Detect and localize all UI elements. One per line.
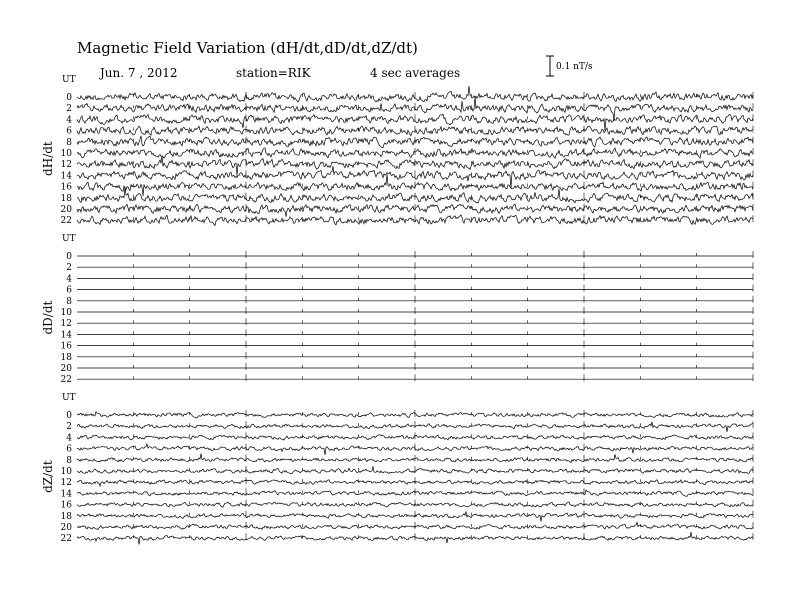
row-label: 0	[66, 93, 72, 103]
panel-ylabel: dD/dt	[41, 300, 55, 335]
row-label: 4	[66, 274, 72, 285]
row-label: 22	[60, 216, 72, 227]
scale-bar	[546, 56, 593, 76]
ut-label: UT	[62, 75, 76, 85]
row-label: 8	[66, 455, 72, 466]
row-label: 6	[66, 285, 72, 296]
row-label: 12	[60, 319, 72, 330]
row-label: 10	[60, 308, 72, 318]
row-label: 0	[66, 252, 72, 262]
row-label: 14	[60, 171, 72, 182]
row-label: 4	[66, 115, 72, 126]
date-label: Jun. 7 , 2012	[100, 66, 178, 80]
row-label: 0	[66, 411, 72, 421]
row-label: 22	[60, 534, 72, 545]
row-label: 4	[66, 433, 72, 444]
ut-label: UT	[62, 393, 76, 403]
row-label: 2	[66, 104, 72, 115]
panel-ylabel: dH/dt	[41, 141, 55, 176]
row-label: 20	[60, 364, 72, 374]
row-label: 16	[60, 341, 72, 352]
panel-dH-dt	[41, 75, 753, 226]
row-label: 8	[66, 296, 72, 307]
row-label: 16	[60, 182, 72, 193]
row-label: 12	[60, 478, 72, 489]
row-label: 14	[60, 489, 72, 500]
panel-dZ-dt	[41, 393, 753, 545]
row-label: 8	[66, 137, 72, 148]
row-label: 10	[60, 467, 72, 477]
station-label: station=RIK	[236, 66, 311, 80]
row-label: 10	[60, 149, 72, 159]
row-label: 18	[60, 352, 72, 363]
chart-title: Magnetic Field Variation (dH/dt,dD/dt,dZ/dt)	[77, 39, 418, 57]
row-label: 16	[60, 500, 72, 511]
row-label: 14	[60, 330, 72, 341]
ut-label: UT	[62, 234, 76, 244]
row-label: 2	[66, 422, 72, 433]
row-label: 6	[66, 126, 72, 137]
scale-bar-label: 0.1 nT/s	[556, 62, 593, 72]
row-label: 20	[60, 523, 72, 533]
row-label: 22	[60, 375, 72, 386]
panel-dD-dt	[41, 234, 753, 385]
row-label: 20	[60, 205, 72, 215]
averaging-label: 4 sec averages	[370, 66, 461, 80]
panel-ylabel: dZ/dt	[41, 460, 55, 493]
row-label: 6	[66, 444, 72, 455]
row-label: 18	[60, 511, 72, 522]
row-label: 18	[60, 193, 72, 204]
row-label: 2	[66, 263, 72, 274]
row-label: 12	[60, 160, 72, 171]
panels	[41, 75, 753, 545]
